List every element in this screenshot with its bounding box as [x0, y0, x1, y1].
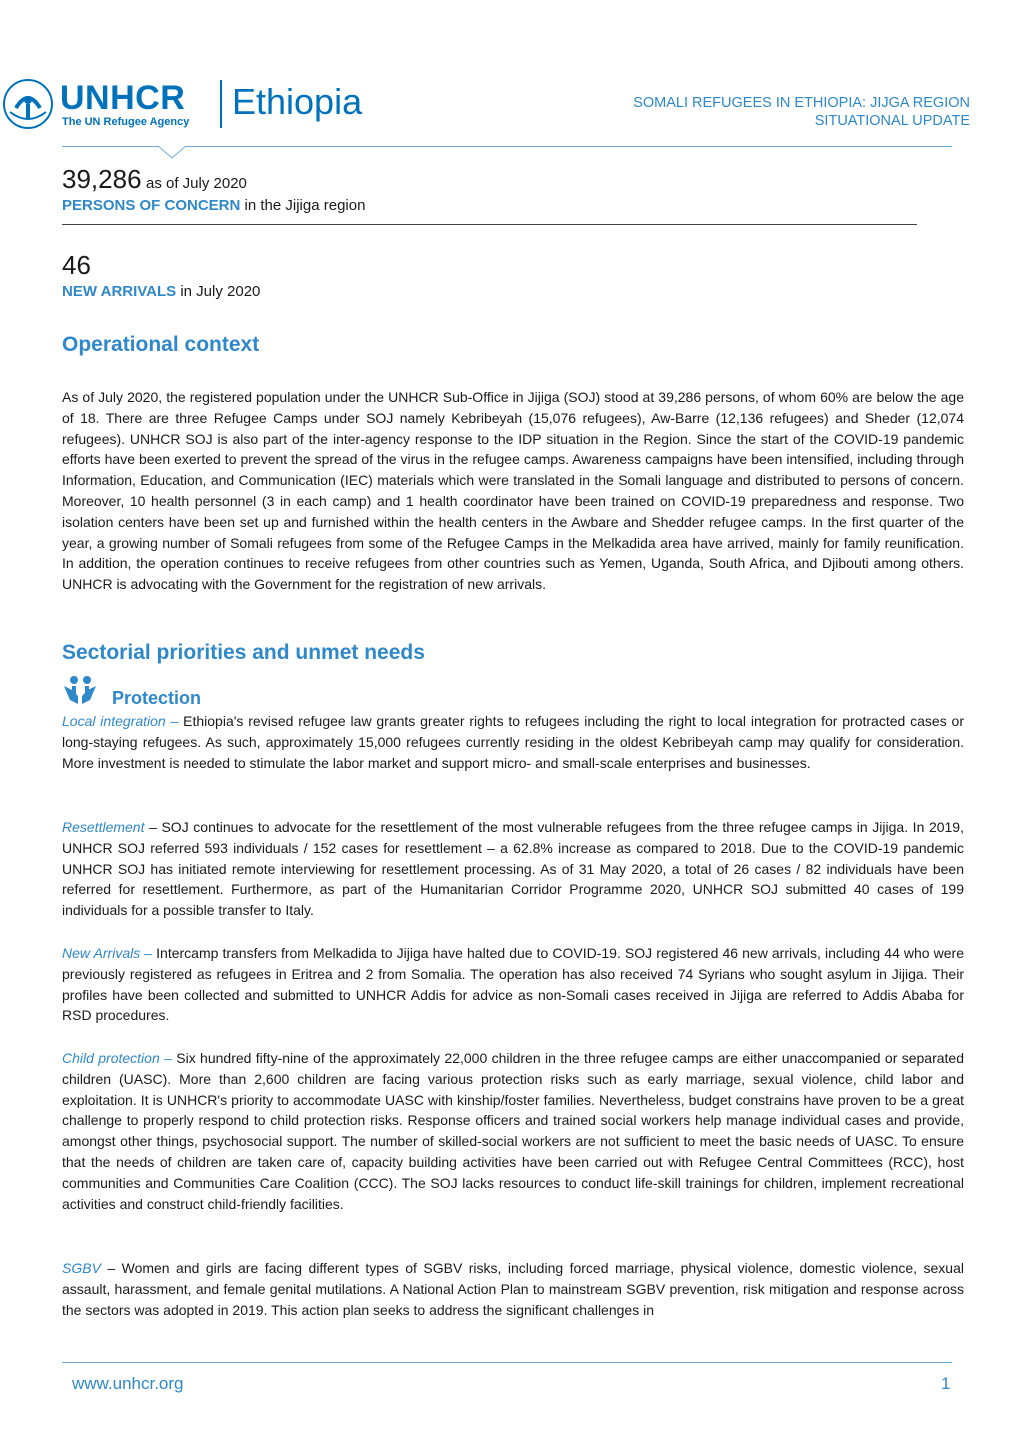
paragraph-lead: Resettlement	[62, 819, 145, 835]
document-title-line1: SOMALI REFUGEES IN ETHIOPIA: JIJGA REGION	[633, 95, 970, 111]
key-figure-label: NEW ARRIVALS	[62, 283, 177, 300]
unhcr-logo	[2, 78, 382, 138]
section-heading-operational-context: Operational context	[62, 333, 260, 356]
paragraph-body: Intercamp transfers from Melkadida to Jijiga have halted due to COVID-19. SOJ registered 46 new arrivals, including 44 who were previously registered as refugees in Eritrea and 2 from Somalia. The operation has also received 74 Syrians who sought asylum in Jijiga. Their profiles have been collected and submitted to UNHCR Addis for advice as non-Somali cases received in Jijiga are referred to Addis Ababa for RSD procedures.	[62, 945, 965, 1024]
brand-tagline: The UN Refugee Agency	[62, 116, 190, 128]
country-name: Ethiopia	[232, 81, 363, 122]
paragraph-sgbv	[62, 1258, 964, 1320]
document-title	[550, 94, 970, 130]
protection-hands-icon	[62, 674, 98, 708]
paragraph-body: – SOJ continues to advocate for the resettlement of the most vulnerable refugees from the three refugee camps in Jijiga. In 2019, UNHCR SOJ referred 593 individuals / 152 cases for resettlement – a 62.8% increase as compared to 2018. Due to the COVID-19 pandemic UNHCR SOJ has initiated remote interviewing for resettlement processing. As of 31 May 2020, a total of 26 cases / 82 individuals have been referred for resettlement. Furthermore, as part of the Humanitarian Corridor Programme 2020, UNHCR SOJ submitted 40 cases of 199 individuals for a possible transfer to Italy.	[62, 819, 964, 919]
key-figure-label-rest: in July 2020	[180, 283, 261, 300]
brand-name: UNHCR	[60, 79, 186, 117]
header-notch-icon	[158, 146, 186, 160]
key-figures-divider	[62, 224, 917, 225]
footer-divider	[62, 1362, 952, 1363]
paragraph-body: Ethiopia's revised refugee law grants greater rights to refugees including the right to local integration for protracted cases or long-staying refugees. As such, approximately 15,000 refugees currently residing in the oldest Kebribeyah camp may qualify for consideration. More investment is needed to stimulate the labor market and support micro- and small-scale enterprises and businesses.	[62, 713, 964, 771]
key-figure-persons-of-concern	[62, 164, 365, 214]
paragraph-new-arrivals	[62, 943, 964, 1026]
key-figure-number: 46	[62, 250, 91, 280]
paragraph-local-integration	[62, 711, 964, 773]
paragraph-body: – Women and girls are facing different types of SGBV risks, including forced marriage, physical violence, domestic violence, sexual assault, harassment, and female genital mutilations. A National Action Plan to mainstream SGBV prevention, risk mitigation and response across the sectors was adopted in 2019. This action plan seeks to address the significant challenges in	[62, 1260, 964, 1318]
unhcr-emblem-icon	[2, 78, 54, 130]
footer-website-link[interactable]: www.unhcr.org	[72, 1374, 184, 1393]
paragraph-child-protection	[62, 1048, 964, 1214]
section-heading-sectorial-priorities: Sectorial priorities and unmet needs	[62, 641, 425, 664]
key-figure-label-rest: in the Jijiga region	[244, 197, 366, 214]
document-title-line2: SITUATIONAL UPDATE	[814, 113, 970, 129]
key-figure-date: as of July 2020	[145, 175, 247, 192]
key-figure-new-arrivals	[62, 250, 260, 300]
logo-divider	[220, 80, 222, 128]
key-figure-label: PERSONS OF CONCERN	[62, 197, 241, 214]
operational-context-text: As of July 2020, the registered population under the UNHCR Sub-Office in Jijiga (SOJ) stood at 39,286 persons, of whom 60% are below the age of 18. There are three Refugee Camps under SOJ namely Kebribeyah (15,076 refugees), Aw-Barre (12,136 refugees) and Sheder (12,074 refugees). UNHCR SOJ is also part of the inter-agency response to the IDP situation in the Region. Since the start of the COVID-19 pandemic efforts have been exerted to prevent the spread of the virus in the refugee camps. Awareness campaigns have been intensified, including through Information, Education, and Communication (IEC) materials which were translated in the Somali language and distributed to persons of concern. Moreover, 10 health personnel (3 in each camp) and 1 health coordinator have been trained on COVID-19 preparedness and response. Two isolation centers have been set up and furnished within the health centers in the Awbare and Shedder refugee camps. In the first quarter of the year, a growing number of Somali refugees from some of the Refugee Camps in the Melkadida area have arrived, mainly for family reunification. In addition, the operation continues to receive refugees from other countries such as Yemen, Uganda, South Africa, and Djibouti among others. UNHCR is advocating with the Government for the registration of new arrivals.	[62, 389, 964, 593]
header-divider	[62, 146, 952, 147]
paragraph-lead: Child protection –	[62, 1050, 172, 1066]
key-figure-number: 39,286	[62, 164, 142, 194]
protection-title: Protection	[112, 688, 202, 708]
paragraph-lead: New Arrivals –	[62, 945, 153, 961]
paragraph-lead: SGBV	[62, 1260, 101, 1276]
paragraph-resettlement	[62, 817, 964, 921]
paragraph-body: Six hundred fifty-nine of the approximately 22,000 children in the three refugee camps are either unaccompanied or separated children (UASC). More than 2,600 children are facing various protection risks such as early marriage, sexual violence, child labor and exploitation. It is UNHCR's priority to accommodate UASC with kinship/foster families. Nevertheless, budget constrains have proven to be a great challenge to properly respond to child protection risks. Response officers and trained social workers help manage individual cases and provide, amongst other things, psychosocial support. The number of skilled-social workers are not sufficient to meet the basic needs of UASC. To ensure that the needs of children are taken care of, capacity building activities have been carried out with Refugee Central Committees (RCC), host communities and Communities Care Coalition (CCC). The SOJ lacks resources to conduct life-skill trainings for children, implement recreational activities and construct child-friendly facilities.	[62, 1050, 964, 1212]
paragraph-lead: Local integration –	[62, 713, 179, 729]
page-number: 1	[941, 1374, 951, 1393]
